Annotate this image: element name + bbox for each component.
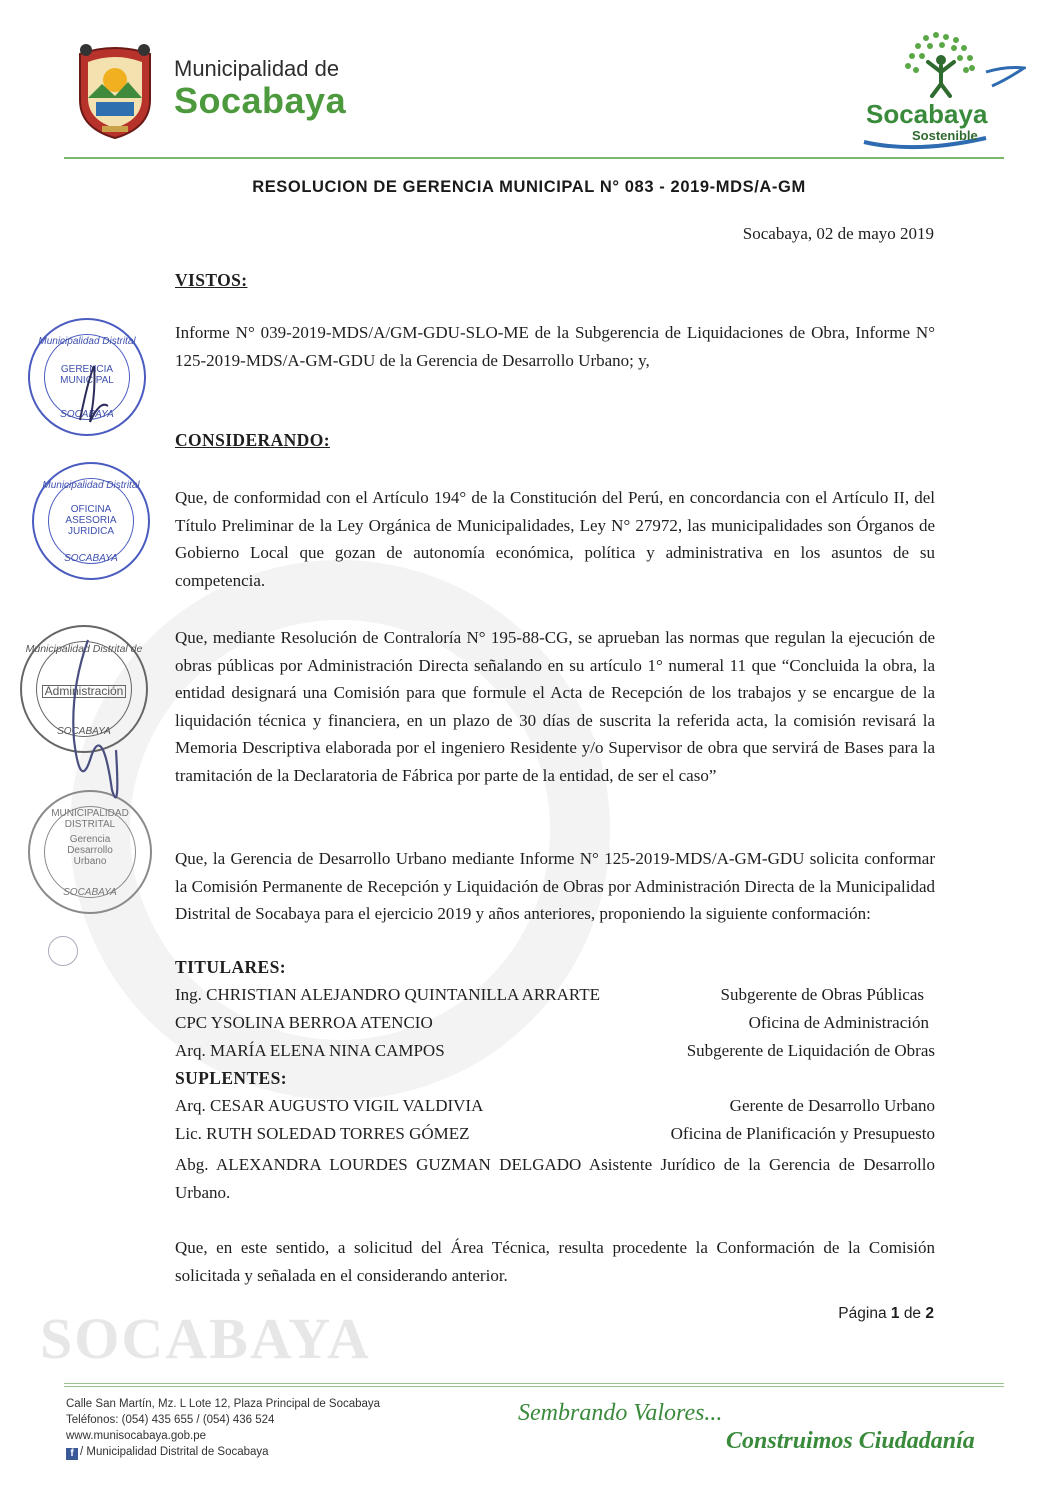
- titular-name: Ing. CHRISTIAN ALEJANDRO QUINTANILLA ARRARTE: [175, 985, 600, 1004]
- titular-name: Arq. MARÍA ELENA NINA CAMPOS: [175, 1041, 445, 1060]
- municipal-crest-logo: [72, 40, 158, 140]
- footer-contact: [66, 1396, 380, 1460]
- stamp-middle-text: GERENCIA MUNICIPAL: [60, 364, 114, 386]
- titular-row: [175, 1041, 935, 1068]
- titular-role: Oficina de Administración: [748, 1013, 929, 1032]
- considerando-heading: CONSIDERANDO:: [175, 430, 330, 450]
- considerando-4-text: Que, en este sentido, a solicitud del Área Técnica, resulta procedente la Conformación de la Comisión solicitada y señalada en el considerando anterior.: [175, 1238, 935, 1285]
- document-date: Socabaya, 02 de mayo 2019: [742, 224, 934, 243]
- titular-role: Subgerente de Liquidación de Obras: [686, 1041, 935, 1060]
- page-total: 2: [925, 1305, 934, 1322]
- stamp-top-text: Municipalidad Distrital: [38, 336, 136, 347]
- vistos-heading: VISTOS:: [175, 270, 248, 290]
- punch-hole: [48, 936, 78, 966]
- stamp-middle-text: Administración: [42, 685, 126, 698]
- suplente-3-text: Abg. ALEXANDRA LOURDES GUZMAN DELGADO Asistente Jurídico de la Gerencia de Desarrollo Urbano.: [175, 1155, 935, 1202]
- vistos-paragraph: [175, 319, 935, 374]
- suplente-paragraph: [175, 1151, 935, 1206]
- signature-scribble: [60, 360, 120, 430]
- stamp-top-text: Municipalidad Distrital de: [25, 643, 143, 655]
- titular-name: CPC YSOLINA BERROA ATENCIO: [175, 1013, 433, 1032]
- considerando-paragraph-3: [175, 845, 935, 928]
- page-number: [838, 1305, 934, 1323]
- considerando-1-text: Que, de conformidad con el Artículo 194° de la Constitución del Perú, en concordancia con el Artículo II, del Título Preliminar de la Ley Orgánica de Municipalidades, Ley N° 27972, las municipalidades son Órganos de Gobierno Local que gozan de autonomía económica, política y administrativa en los asuntos de su competencia.: [175, 488, 935, 590]
- suplente-row: [175, 1124, 935, 1151]
- stamp-middle-text: OFICINA ASESORIA JURIDICA: [65, 504, 117, 537]
- stamp-top-text: Municipalidad Distrital: [42, 480, 140, 491]
- considerando-paragraph-1: [175, 484, 935, 594]
- footer-address: Calle San Martín, Mz. L Lote 12, Plaza Principal de Socabaya: [66, 1398, 381, 1410]
- titular-row: [175, 1013, 935, 1040]
- municipality-name: Socabaya: [174, 80, 347, 121]
- suplente-name: Arq. CESAR AUGUSTO VIGIL VALDIVIA: [175, 1096, 484, 1115]
- header-divider: [64, 157, 1004, 159]
- considerando-paragraph-2: [175, 624, 935, 790]
- document-title: RESOLUCION DE GERENCIA MUNICIPAL N° 083 - 2019-MDS/A-GM: [252, 178, 806, 196]
- footer-divider: [64, 1386, 1004, 1387]
- municipality-label: Municipalidad de: [174, 56, 340, 81]
- footer-facebook: [66, 1444, 380, 1460]
- titular-role: Subgerente de Obras Públicas: [720, 985, 924, 1004]
- stamp-bottom-text: SOCABAYA: [57, 726, 111, 737]
- suplente-role: Gerente de Desarrollo Urbano: [729, 1096, 935, 1115]
- suplentes-heading: SUPLENTES:: [175, 1068, 287, 1088]
- stamp-asesoria-juridica: [32, 462, 150, 580]
- page-of: de: [903, 1305, 922, 1322]
- suplente-row: [175, 1096, 935, 1123]
- suplente-role: Oficina de Planificación y Presupuesto: [670, 1124, 935, 1143]
- footer-phones: Teléfonos: (054) 435 655 / (054) 436 524: [66, 1414, 275, 1426]
- footer-facebook-text: / Municipalidad Distrital de Socabaya: [80, 1446, 269, 1458]
- footer-divider: [64, 1383, 1004, 1384]
- signature-scribble: [30, 630, 150, 820]
- titulares-heading: TITULARES:: [175, 957, 286, 977]
- watermark-text: SOCABAYA: [40, 1306, 371, 1371]
- brand-name: Socabaya: [866, 99, 988, 129]
- slogan-line-2: Construimos Ciudadanía: [726, 1428, 975, 1454]
- slogan-line-1: Sembrando Valores...: [518, 1400, 723, 1426]
- stamp-bottom-text: SOCABAYA: [64, 553, 118, 564]
- considerando-paragraph-4: [175, 1234, 935, 1289]
- stamp-top-text: MUNICIPALIDAD DISTRITAL: [51, 808, 129, 830]
- titular-row: [175, 985, 935, 1012]
- stamp-middle-text: Gerencia Desarrollo Urbano: [67, 834, 113, 867]
- stamp-bottom-text: SOCABAYA: [60, 409, 114, 420]
- footer-website: www.munisocabaya.gob.pe: [66, 1430, 206, 1442]
- stamp-bottom-text: SOCABAYA: [63, 887, 117, 898]
- page-current: 1: [890, 1305, 900, 1322]
- brand-subtitle: Sostenible: [912, 128, 978, 143]
- vistos-text: Informe N° 039-2019-MDS/A/GM-GDU-SLO-ME de la Subgerencia de Liquidaciones de Obra, Informe N° 125-2019-MDS/A-GM-GDU de la Gerencia de Desarrollo Urbano; y,: [175, 323, 935, 370]
- considerando-2-text: Que, mediante Resolución de Contraloría N° 195-88-CG, se aprueban las normas que regulan la ejecución de obras públicas por Administración Directa señalando en su artículo 1° numeral 11 que “Concluida la obra, la entidad designará una Comisión para que formule el Acta de Recepción de los trabajos y se encargue de la liquidación técnica y financiera, en un plazo de 30 días de suscrita la referida acta, la comisión revisará la Memoria Descriptiva elaborada por el ingeniero Residente y/o Supervisor de obra que servirá de Bases para la tramitación de la Declaratoria de Fábrica por parte de la entidad, de ser el caso”: [175, 628, 935, 785]
- suplente-name: Lic. RUTH SOLEDAD TORRES GÓMEZ: [175, 1124, 470, 1143]
- facebook-icon: f: [66, 1448, 78, 1460]
- page-label: Página: [838, 1305, 887, 1322]
- considerando-3-text: Que, la Gerencia de Desarrollo Urbano mediante Informe N° 125-2019-MDS/A-GM-GDU solicita conformar la Comisión Permanente de Recepción y Liquidación de Obras por Administración Directa de la Municipalidad Distrital de Socabaya para el ejercicio 2019 y años anteriores, proponiendo la siguiente conformación:: [175, 849, 935, 924]
